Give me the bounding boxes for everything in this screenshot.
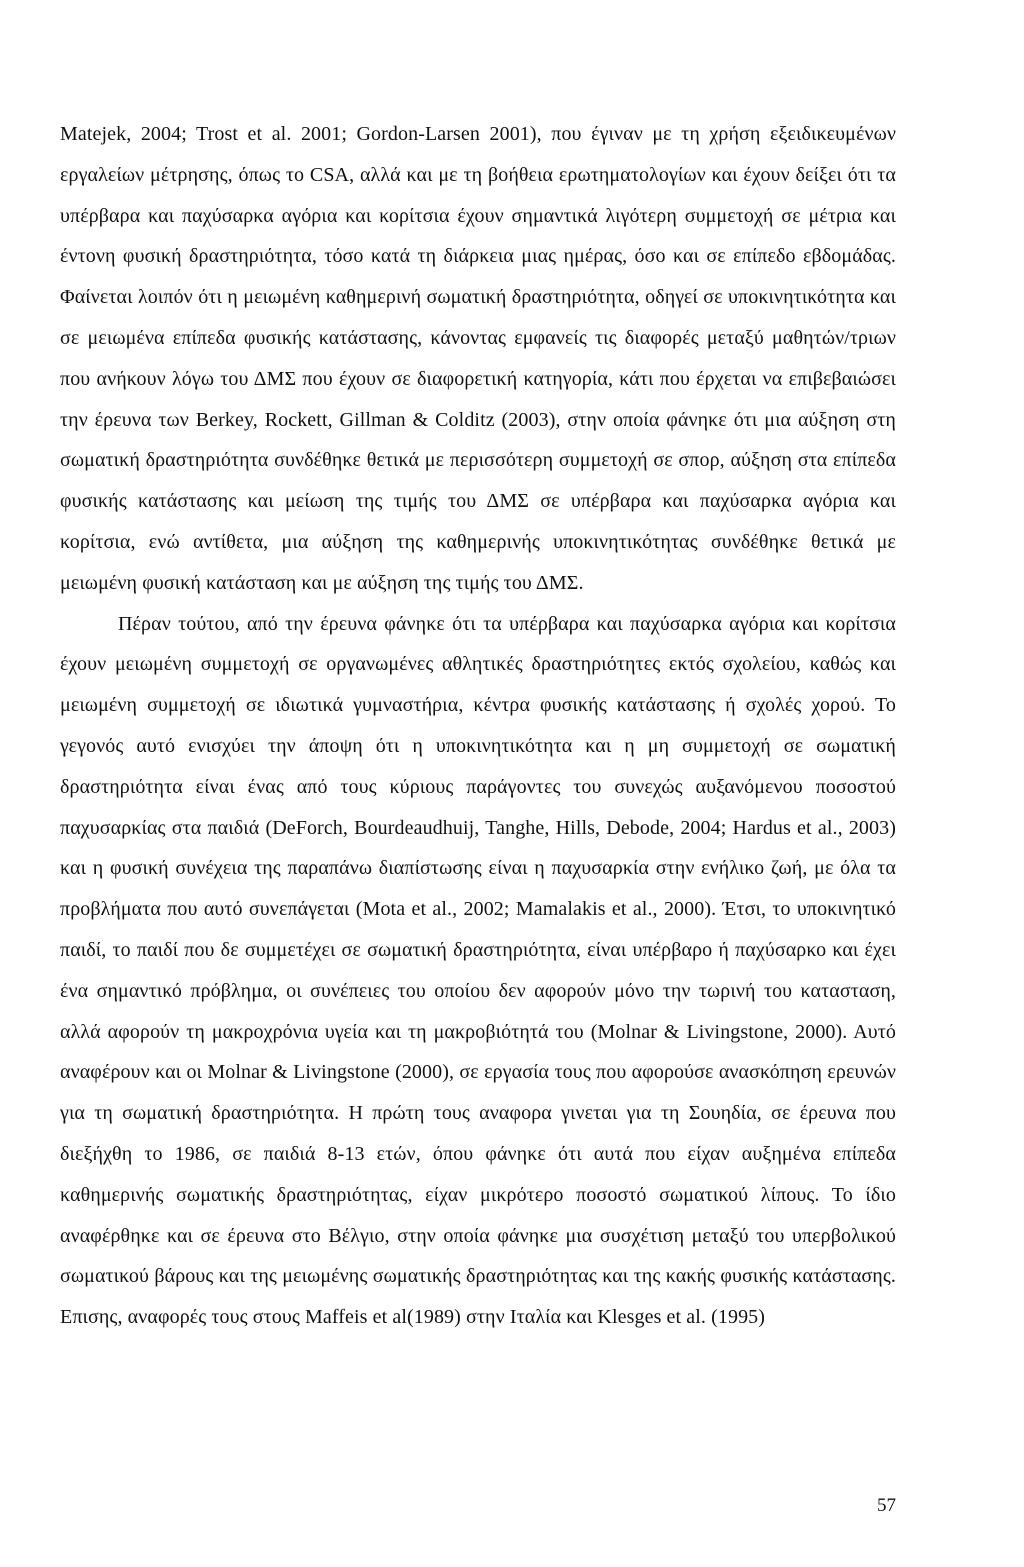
paragraph: Πέραν τούτου, από την έρευνα φάνηκε ότι τα υπέρβαρα και παχύσαρκα αγόρια και κορίτσια έχουν μειωμένη συμμετοχή σε οργανωμένες αθλητικές δραστηριότητες εκτός σχολείου, καθώς και μειωμένη συμμετοχή σε ιδιωτικά γυμναστήρια, κέντρα φυσικής κατάστασης ή σχολές χορού. Το γεγονός αυτό ενισχύει την άποψη ότι η υποκινητικότητα και η μη συμμετοχή σε σωματική δραστηριότητα είναι ένας από τους κύριους παράγοντες του συνεχώς αυξανόμενου ποσοστού παχυσαρκίας στα παιδιά (DeForch, Bourdeaudhuij, Tanghe, Hills, Debode, 2004; Hardus et al., 2003) και η φυσική συνέχεια της παραπάνω διαπίστωσης είναι η παχυσαρκία στην ενήλικο ζωή, με όλα τα προβλήματα που αυτό συνεπάγεται (Mota et al., 2002; Mamalakis et al., 2000). Έτσι, το υποκινητικό παιδί, το παιδί που δε συμμετέχει σε σωματική δραστηριότητα, είναι υπέρβαρο ή παχύσαρκο και έχει ένα σημαντικό πρόβλημα, οι συνέπειες του οποίου δεν αφορούν μόνο την τωρινή του κατασταση, αλλά αφορούν τη μακροχρόνια υγεία και τη μακροβιότητά του (Molnar & Livingstone, 2000). Αυτό αναφέρουν και οι Molnar & Livingstone (2000), σε εργασία τους που αφορούσε ανασκόπηση ερευνών για τη σωματική δραστηριότητα. Η πρώτη τους αναφορα γινεται για τη Σουηδία, σε έρευνα που διεξήχθη το 1986, σε παιδιά 8-13 ετών, όπου φάνηκε ότι αυτά που είχαν αυξημένα επίπεδα καθημερινής σωματικής δραστηριότητας, είχαν μικρότερο ποσοστό σωματικού λίπους. Το ίδιο αναφέρθηκε και σε έρευνα στο Βέλγιο, στην οποία φάνηκε μια συσχέτιση μεταξύ του υπερβολικού σωματικού βάρους και της μειωμένης σωματικής δραστηριότητας και της κακής φυσικής κατάστασης. Επισης, αναφορές τους στους Maffeis et al(1989) στην Ιταλία και Klesges et al. (1995) bbox=[60, 612, 896, 1329]
body-text bbox=[60, 114, 896, 1338]
paragraph: Matejek, 2004; Trost et al. 2001; Gordon-Larsen 2001), που έγιναν με τη χρήση εξειδικευμένων εργαλείων μέτρησης, όπως το CSA, αλλά και με τη βοήθεια ερωτηματολογίων και έχουν δείξει ότι τα υπέρβαρα και παχύσαρκα αγόρια και κορίτσια έχουν σημαντικά λιγότερη συμμετοχή σε μέτρια και έντονη φυσική δραστηριότητα, τόσο κατά τη διάρκεια μιας ημέρας, όσο και σε επίπεδο εβδομάδας. Φαίνεται λοιπόν ότι η μειωμένη καθημερινή σωματική δραστηριότητα, οδηγεί σε υποκινητικότητα και σε μειωμένα επίπεδα φυσικής κατάστασης, κάνοντας εμφανείς τις διαφορές μεταξύ μαθητών/τριων που ανήκουν λόγω του ΔΜΣ που έχουν σε διαφορετική κατηγορία, κάτι που έρχεται να επιβεβαιώσει την έρευνα των Berkey, Rockett, Gillman & Colditz (2003), στην οποία φάνηκε ότι μια αύξηση στη σωματική δραστηριότητα συνδέθηκε θετικά με περισσότερη συμμετοχή σε σπορ, αύξηση στα επίπεδα φυσικής κατάστασης και μείωση της τιμής του ΔΜΣ σε υπέρβαρα και παχύσαρκα αγόρια και κορίτσια, ενώ αντίθετα, μια αύξηση της καθημερινής υποκινητικότητας συνδέθηκε θετικά με μειωμένη φυσική κατάσταση και με αύξηση της τιμής του ΔΜΣ. bbox=[60, 123, 896, 594]
page-number: 57 bbox=[877, 1495, 896, 1516]
